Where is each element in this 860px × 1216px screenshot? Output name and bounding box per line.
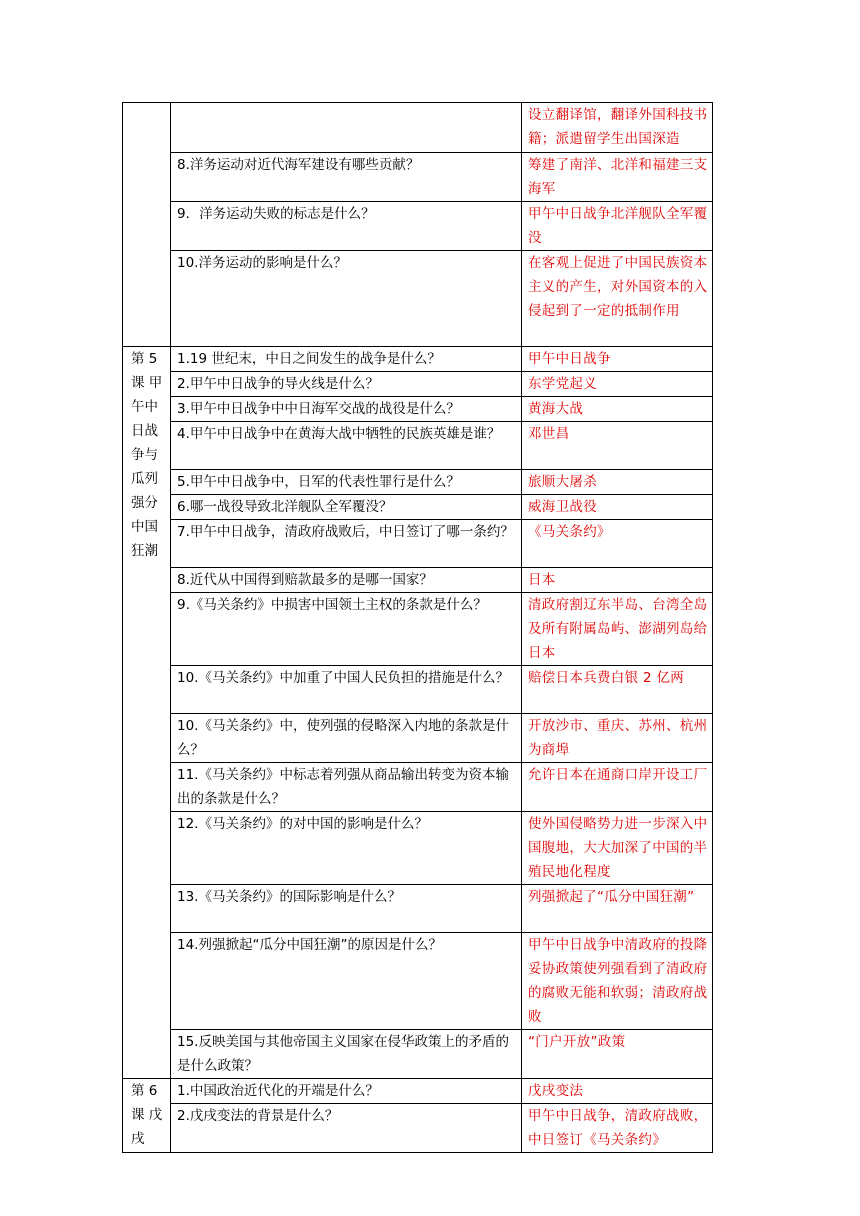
lesson-cell xyxy=(123,103,171,347)
answer-text: 甲午中日战争，清政府战败，中日签订《马关条约》 xyxy=(528,1108,708,1148)
answer-text: 威海卫战役 xyxy=(528,499,597,515)
question-cell xyxy=(171,933,522,1030)
answer-text: 列强掀起了“瓜分中国狂潮” xyxy=(528,889,695,905)
answer-cell xyxy=(522,933,713,1030)
question-text: 13.《马关条约》的国际影响是什么？ xyxy=(177,889,401,905)
lesson-cell xyxy=(123,1079,171,1153)
question-text: 12.《马关条约》的对中国的影响是什么？ xyxy=(177,816,428,832)
table-row xyxy=(123,1104,713,1153)
answer-cell xyxy=(522,153,713,202)
question-text: 7.甲午中日战争，清政府战败后，中日签订了哪一条约？ xyxy=(177,524,514,540)
question-cell xyxy=(171,666,522,714)
answer-text: 日本 xyxy=(528,572,556,588)
study-table xyxy=(122,102,712,1153)
question-text: 8.近代从中国得到赔款最多的是哪一国家？ xyxy=(177,572,433,588)
table-row xyxy=(123,1079,713,1104)
table-row xyxy=(123,666,713,714)
table-row xyxy=(123,763,713,812)
answer-cell xyxy=(522,202,713,251)
answer-text: 甲午中日战争中清政府的投降妥协政策使列强看到了清政府的腐败无能和软弱；清政府战败 xyxy=(528,937,708,1025)
question-cell xyxy=(171,495,522,520)
lesson-cell xyxy=(123,347,171,1079)
question-cell xyxy=(171,347,522,372)
question-text: 2.甲午中日战争的导火线是什么？ xyxy=(177,376,379,392)
table-row xyxy=(123,251,713,347)
answer-text: 甲午中日战争 xyxy=(528,351,611,367)
question-cell xyxy=(171,422,522,470)
answer-text: 甲午中日战争北洋舰队全军覆没 xyxy=(528,206,708,246)
table-row xyxy=(123,568,713,593)
question-cell xyxy=(171,103,522,153)
answer-cell xyxy=(522,495,713,520)
answer-cell xyxy=(522,470,713,495)
question-cell xyxy=(171,153,522,202)
table-row xyxy=(123,495,713,520)
question-cell xyxy=(171,202,522,251)
table-row xyxy=(123,470,713,495)
question-cell xyxy=(171,1030,522,1079)
table-row xyxy=(123,103,713,153)
lesson-label: 第 5 课 甲午中日战争与瓜列强分中国狂潮 xyxy=(131,351,163,559)
answer-text: 筹建了南洋、北洋和福建三支海军 xyxy=(528,157,708,197)
question-text: 9．洋务运动失败的标志是什么？ xyxy=(177,206,375,222)
question-cell xyxy=(171,1104,522,1153)
question-cell xyxy=(171,372,522,397)
table-row xyxy=(123,593,713,666)
answer-text: 赔偿日本兵费白银 2 亿两 xyxy=(528,670,685,686)
question-cell xyxy=(171,812,522,885)
answer-cell xyxy=(522,593,713,666)
question-text: 3.甲午中日战争中中日海军交战的战役是什么？ xyxy=(177,401,460,417)
table-row xyxy=(123,933,713,1030)
answer-cell xyxy=(522,251,713,347)
question-text: 15.反映美国与其他帝国主义国家在侵华政策上的矛盾的是什么政策？ xyxy=(177,1034,509,1074)
question-cell xyxy=(171,568,522,593)
answer-text: “门户开放”政策 xyxy=(528,1034,626,1050)
answer-cell xyxy=(522,372,713,397)
answer-cell xyxy=(522,422,713,470)
question-text: 6.哪一战役导致北洋舰队全军覆没？ xyxy=(177,499,393,515)
question-cell xyxy=(171,593,522,666)
table-row xyxy=(123,202,713,251)
answer-cell xyxy=(522,812,713,885)
question-text: 10.洋务运动的影响是什么？ xyxy=(177,255,347,271)
answer-text: 《马关条约》 xyxy=(528,524,611,540)
answer-text: 允许日本在通商口岸开设工厂 xyxy=(528,767,708,783)
question-cell xyxy=(171,763,522,812)
table-row xyxy=(123,372,713,397)
answer-text: 在客观上促进了中国民族资本主义的产生，对外国资本的入侵起到了一定的抵制作用 xyxy=(528,255,708,319)
question-text: 4.甲午中日战争中在黄海大战中牺牲的民族英雄是谁？ xyxy=(177,426,501,442)
answer-text: 戊戌变法 xyxy=(528,1083,584,1099)
answer-cell xyxy=(522,520,713,568)
answer-text: 清政府割辽东半岛、台湾全岛及所有附属岛屿、澎湖列岛给日本 xyxy=(528,597,708,661)
table-row xyxy=(123,714,713,763)
answer-cell xyxy=(522,1079,713,1104)
question-cell xyxy=(171,1079,522,1104)
question-cell xyxy=(171,470,522,495)
question-text: 11.《马关条约》中标志着列强从商品输出转变为资本输出的条款是什么？ xyxy=(177,767,509,807)
answer-cell xyxy=(522,1030,713,1079)
answer-cell xyxy=(522,763,713,812)
answer-cell xyxy=(522,397,713,422)
table-row xyxy=(123,1030,713,1079)
question-text: 2.戊戌变法的背景是什么？ xyxy=(177,1108,339,1124)
question-text: 14.列强掀起“瓜分中国狂潮”的原因是什么？ xyxy=(177,937,442,953)
question-cell xyxy=(171,397,522,422)
answer-cell xyxy=(522,714,713,763)
answer-cell xyxy=(522,347,713,372)
answer-cell xyxy=(522,103,713,153)
answer-text: 设立翻译馆，翻译外国科技书籍；派遣留学生出国深造 xyxy=(528,107,708,147)
table-row xyxy=(123,347,713,372)
table-row xyxy=(123,520,713,568)
lesson-label: 第 6 课 戊戌 xyxy=(131,1083,163,1147)
table-row xyxy=(123,397,713,422)
answer-text: 黄海大战 xyxy=(528,401,584,417)
answer-cell xyxy=(522,666,713,714)
question-text: 10.《马关条约》中加重了中国人民负担的措施是什么？ xyxy=(177,670,509,686)
answer-cell xyxy=(522,885,713,933)
question-text: 1.19 世纪末，中日之间发生的战争是什么？ xyxy=(177,351,441,367)
question-text: 5.甲午中日战争中，日军的代表性罪行是什么？ xyxy=(177,474,460,490)
table-row xyxy=(123,885,713,933)
answer-text: 使外国侵略势力进一步深入中国腹地，大大加深了中国的半殖民地化程度 xyxy=(528,816,708,880)
answer-text: 开放沙市、重庆、苏州、杭州为商埠 xyxy=(528,718,708,758)
answer-text: 东学党起义 xyxy=(528,376,597,392)
question-cell xyxy=(171,714,522,763)
qa-table xyxy=(122,102,713,1153)
question-text: 9.《马关条约》中损害中国领土主权的条款是什么？ xyxy=(177,597,487,613)
question-text: 10.《马关条约》中，使列强的侵略深入内地的条款是什么？ xyxy=(177,718,509,758)
answer-text: 邓世昌 xyxy=(528,426,570,442)
question-cell xyxy=(171,251,522,347)
question-cell xyxy=(171,520,522,568)
question-text: 1.中国政治近代化的开端是什么？ xyxy=(177,1083,379,1099)
answer-cell xyxy=(522,1104,713,1153)
answer-text: 旅顺大屠杀 xyxy=(528,474,597,490)
table-row xyxy=(123,422,713,470)
table-row xyxy=(123,812,713,885)
answer-cell xyxy=(522,568,713,593)
table-row xyxy=(123,153,713,202)
question-cell xyxy=(171,885,522,933)
question-text: 8.洋务运动对近代海军建设有哪些贡献？ xyxy=(177,157,420,173)
